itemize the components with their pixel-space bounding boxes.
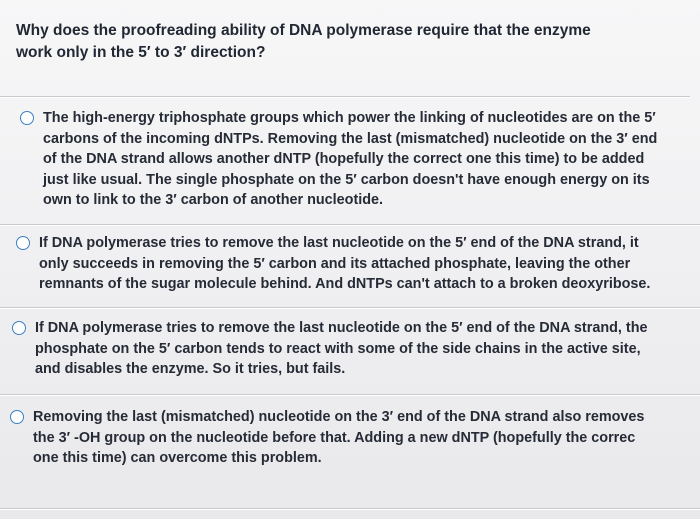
answer-option-3[interactable]	[12, 318, 648, 380]
answer-line: one this time) can overcome this problem.	[33, 450, 322, 466]
answer-option-text	[33, 407, 644, 469]
answer-line: carbons of the incoming dNTPs. Removing the last (mismatched) nucleotide on the 3′ end	[43, 130, 658, 147]
answer-line: If DNA polymerase tries to remove the last nucleotide on the 5′ end of the DNA strand, it	[39, 235, 639, 251]
answer-line: remnants of the sugar molecule behind. And dNTPs can't attach to a broken deoxyribose.	[39, 276, 651, 292]
divider	[0, 224, 700, 225]
question-text	[16, 20, 676, 64]
question-line: Why does the proofreading ability of DNA polymerase require that the enzyme	[16, 22, 591, 39]
answer-line: Removing the last (mismatched) nucleotide on the 3′ end of the DNA strand also removes	[33, 409, 645, 425]
answer-option-text	[43, 108, 657, 211]
radio-button[interactable]	[10, 410, 24, 424]
answer-line: just like usual. The single phosphate on the 5′ carbon doesn't have enough energy on its	[43, 171, 650, 188]
answer-line: and disables the enzyme. So it tries, but fails.	[35, 361, 346, 377]
question-line: work only in the 5′ to 3′ direction?	[16, 44, 266, 61]
divider	[0, 508, 700, 509]
radio-button[interactable]	[12, 321, 26, 335]
answer-line: If DNA polymerase tries to remove the last nucleotide on the 5′ end of the DNA strand, the	[35, 320, 648, 336]
answer-option-text	[35, 318, 648, 380]
answer-line: phosphate on the 5′ carbon tends to react with some of the side chains in the active site,	[35, 340, 641, 357]
divider	[0, 96, 690, 97]
divider	[0, 307, 700, 308]
answer-option-4[interactable]	[10, 407, 644, 469]
answer-option-2[interactable]	[16, 233, 650, 295]
answer-option-text	[39, 233, 650, 295]
divider	[0, 394, 700, 395]
answer-line: only succeeds in removing the 5′ carbon and its attached phosphate, leaving the other	[39, 255, 631, 272]
answer-option-1[interactable]	[20, 108, 657, 211]
answer-line: The high-energy triphosphate groups which power the linking of nucleotides are on the 5′	[43, 110, 656, 126]
radio-button[interactable]	[20, 111, 34, 125]
answer-line: own to link to the 3′ carbon of another nucleotide.	[43, 192, 384, 208]
answer-line: the 3′ -OH group on the nucleotide before that. Adding a new dNTP (hopefully the correc	[33, 429, 636, 446]
answer-line: of the DNA strand allows another dNTP (hopefully the correct one this time) to be added	[43, 151, 645, 167]
radio-button[interactable]	[16, 236, 30, 250]
